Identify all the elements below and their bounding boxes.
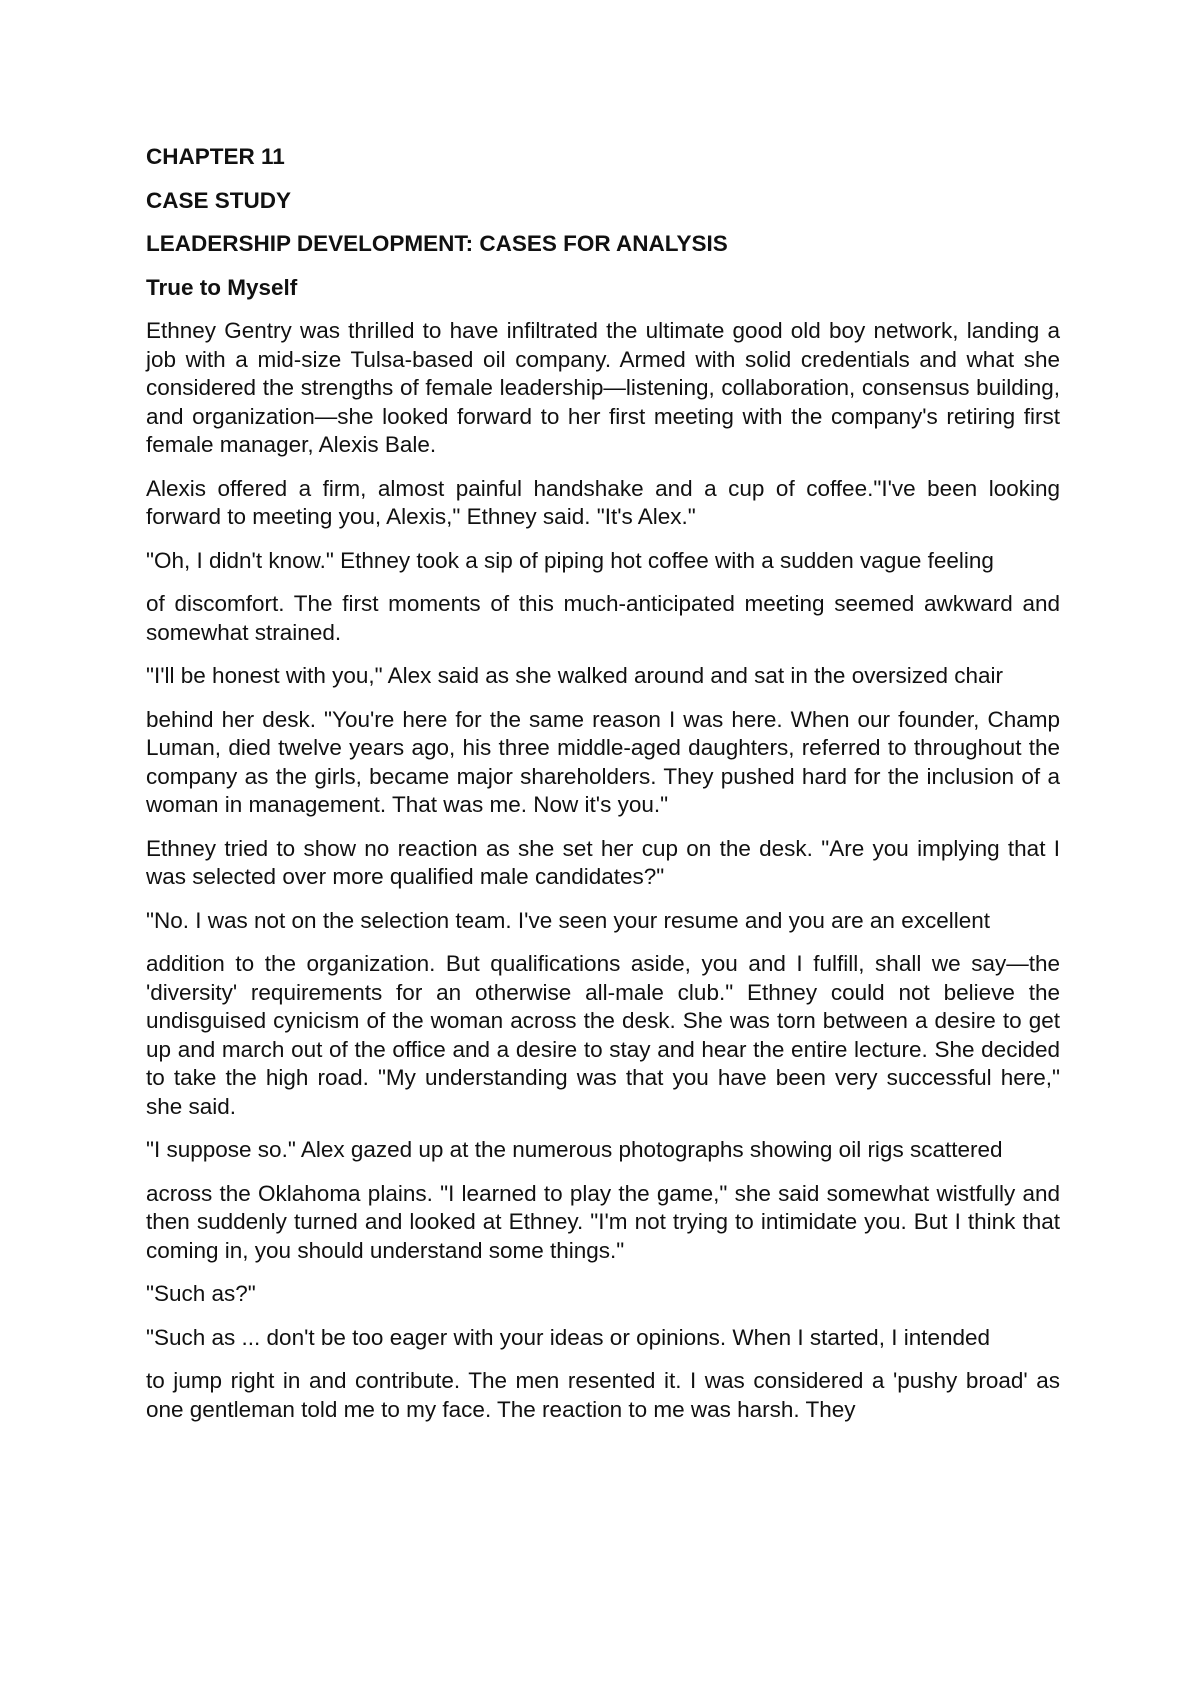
paragraph: of discomfort. The first moments of this much-anticipated meeting seemed awkward and somewhat strained. [146, 591, 1060, 645]
chapter-heading: CHAPTER 11 [146, 144, 285, 169]
paragraph: "I'll be honest with you," Alex said as she walked around and sat in the oversized chair [146, 663, 1004, 688]
case-study-heading: CASE STUDY [146, 187, 292, 213]
paragraph: across the Oklahoma plains. "I learned to play the game," she said somewhat wistfully and then suddenly turned and looked at Ethney. "I'm not trying to intimidate you. But I think that coming in, you should understand some things." [146, 1180, 1060, 1263]
paragraph: Ethney Gentry was thrilled to have infiltrated the ultimate good old boy network, landing a job with a mid-size Tulsa-based oil company. Armed with solid credentials and what she considered the strengths of female leadership—listening, collaboration, consensus building, and organization—she looked forward to her first meeting with the company's retiring first female manager, Alexis Bale. [146, 318, 1060, 457]
paragraph: "Oh, I didn't know." Ethney took a sip of piping hot coffee with a sudden vague feeling [146, 547, 994, 573]
paragraph: "No. I was not on the selection team. I've seen your resume and you are an excellent [146, 907, 991, 933]
paragraph: "Such as?" [146, 1281, 256, 1306]
paragraph: "Such as ... don't be too eager with your ideas or opinions. When I started, I intended [146, 1324, 991, 1350]
paragraph: addition to the organization. But qualifications aside, you and I fulfill, shall we say—the 'diversity' requirements for an otherwise all-male club." Ethney could not believe the undisguised cynicism of the woman across the desk. She was torn between a desire to get up and march out of the office and a desire to stay and hear the entire lecture. She decided to take the high road. "My understanding was that you have been very successful here," she said. [146, 951, 1060, 1119]
paragraph: "I suppose so." Alex gazed up at the numerous photographs showing oil rigs scattered [146, 1137, 1003, 1162]
section-heading: LEADERSHIP DEVELOPMENT: CASES FOR ANALYSIS [146, 231, 728, 256]
paragraph: behind her desk. "You're here for the same reason I was here. When our founder, Champ Luman, died twelve years ago, his three middle-aged daughters, referred to throughout the company as the girls, became major shareholders. They pushed hard for the inclusion of a woman in management. That was me. Now it's you." [146, 706, 1060, 817]
paragraph: Ethney tried to show no reaction as she set her cup on the desk. "Are you implying that I was selected over more qualified male candidates?" [146, 835, 1060, 889]
document-content [146, 143, 1060, 1424]
paragraph: to jump right in and contribute. The men resented it. I was considered a 'pushy broad' as one gentleman told me to my face. The reaction to me was harsh. They [146, 1368, 1060, 1422]
paragraph: Alexis offered a firm, almost painful handshake and a cup of coffee."I've been looking forward to meeting you, Alexis," Ethney said. "It's Alex." [146, 475, 1060, 529]
case-title: True to Myself [146, 274, 298, 300]
